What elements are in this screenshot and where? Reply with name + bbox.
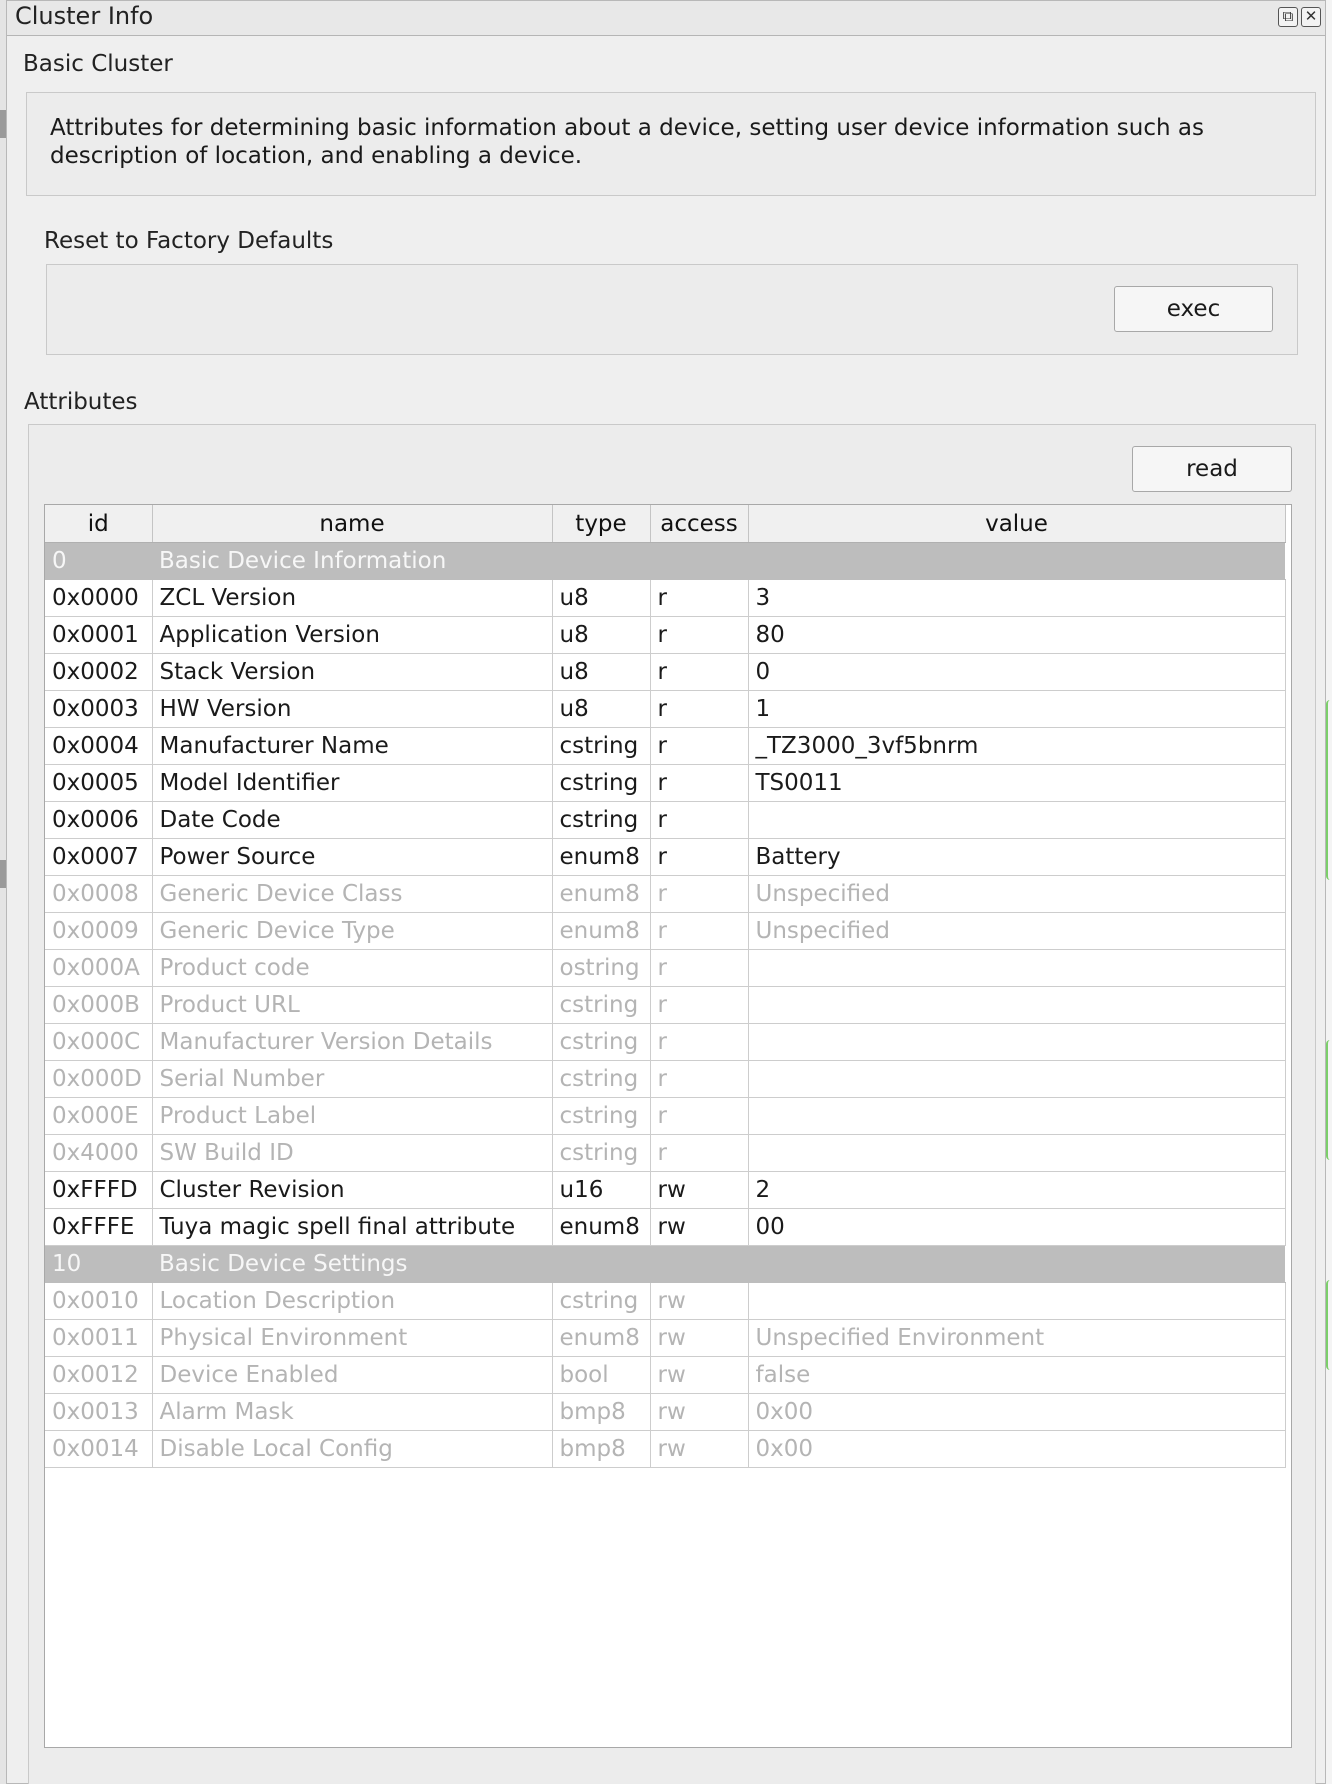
attribute-name-cell: Application Version: [152, 617, 552, 654]
node-canvas-link-line: [1326, 1040, 1332, 1160]
attribute-id-cell: 0x000D: [45, 1061, 152, 1098]
attribute-row[interactable]: [45, 1394, 1285, 1431]
attribute-row[interactable]: [45, 1061, 1285, 1098]
close-panel-icon[interactable]: ✕: [1301, 7, 1321, 27]
attribute-access-cell: rw: [650, 1357, 748, 1394]
attribute-name-cell: Product code: [152, 950, 552, 987]
attribute-value-cell[interactable]: 0x00: [748, 1431, 1285, 1468]
attribute-value-cell[interactable]: 00: [748, 1209, 1285, 1246]
attribute-name-cell: Physical Environment: [152, 1320, 552, 1357]
attribute-id-cell: 0x0001: [45, 617, 152, 654]
attribute-name-cell: SW Build ID: [152, 1135, 552, 1172]
attribute-row[interactable]: [45, 617, 1285, 654]
attribute-value-cell[interactable]: _TZ3000_3vf5bnrm: [748, 728, 1285, 765]
attribute-id-cell: 0x000B: [45, 987, 152, 1024]
attribute-row[interactable]: [45, 839, 1285, 876]
attribute-value-cell[interactable]: TS0011: [748, 765, 1285, 802]
attribute-id-cell: 0x0011: [45, 1320, 152, 1357]
attribute-access-cell: r: [650, 802, 748, 839]
attribute-id-cell: 0x0004: [45, 728, 152, 765]
attribute-row[interactable]: [45, 1320, 1285, 1357]
attribute-row[interactable]: [45, 1431, 1285, 1468]
attribute-access-cell: rw: [650, 1209, 748, 1246]
attribute-id-cell: 0x000A: [45, 950, 152, 987]
panel-titlebar[interactable]: [7, 1, 1325, 36]
attribute-access-cell: r: [650, 728, 748, 765]
attribute-type-cell: u16: [552, 1172, 650, 1209]
attribute-row[interactable]: [45, 1283, 1285, 1320]
attribute-access-cell: r: [650, 580, 748, 617]
attribute-name-cell: Cluster Revision: [152, 1172, 552, 1209]
attribute-row[interactable]: [45, 765, 1285, 802]
attribute-type-cell: u8: [552, 617, 650, 654]
attribute-type-cell: bmp8: [552, 1394, 650, 1431]
group-name-cell: Basic Device Information: [152, 543, 1285, 580]
attribute-row[interactable]: [45, 1135, 1285, 1172]
cluster-name: Basic Cluster: [23, 51, 173, 77]
attribute-name-cell: Model Identifier: [152, 765, 552, 802]
attribute-type-cell: u8: [552, 580, 650, 617]
group-name-cell: Basic Device Settings: [152, 1246, 1285, 1283]
attribute-value-cell[interactable]: [748, 950, 1285, 987]
attribute-name-cell: ZCL Version: [152, 580, 552, 617]
column-header-access[interactable]: access: [650, 505, 748, 543]
command-box: [46, 264, 1298, 355]
attribute-type-cell: cstring: [552, 765, 650, 802]
float-panel-icon[interactable]: ⧉: [1278, 7, 1298, 27]
attribute-name-cell: Power Source: [152, 839, 552, 876]
attribute-id-cell: 0x0000: [45, 580, 152, 617]
attribute-access-cell: r: [650, 1098, 748, 1135]
attribute-access-cell: r: [650, 1061, 748, 1098]
attribute-group-row: [45, 543, 1285, 580]
attribute-id-cell: 0x000C: [45, 1024, 152, 1061]
attribute-access-cell: rw: [650, 1283, 748, 1320]
attribute-name-cell: Serial Number: [152, 1061, 552, 1098]
panel-title: Cluster Info: [15, 2, 154, 30]
node-canvas-link-line: [1326, 700, 1332, 880]
attribute-name-cell: Location Description: [152, 1283, 552, 1320]
attribute-row[interactable]: [45, 913, 1285, 950]
attribute-access-cell: rw: [650, 1172, 748, 1209]
attribute-id-cell: 0xFFFE: [45, 1209, 152, 1246]
attribute-value-cell[interactable]: 3: [748, 580, 1285, 617]
attribute-type-cell: enum8: [552, 913, 650, 950]
attribute-type-cell: ostring: [552, 950, 650, 987]
attribute-access-cell: rw: [650, 1431, 748, 1468]
attribute-access-cell: rw: [650, 1394, 748, 1431]
group-id-cell: 0: [45, 543, 152, 580]
attribute-type-cell: bool: [552, 1357, 650, 1394]
attribute-value-cell[interactable]: [748, 1135, 1285, 1172]
group-id-cell: 10: [45, 1246, 152, 1283]
attribute-type-cell: enum8: [552, 1209, 650, 1246]
attribute-name-cell: Product URL: [152, 987, 552, 1024]
attribute-id-cell: 0x0010: [45, 1283, 152, 1320]
attribute-value-cell[interactable]: Unspecified Environment: [748, 1320, 1285, 1357]
attribute-row[interactable]: [45, 580, 1285, 617]
attribute-value-cell[interactable]: [748, 1098, 1285, 1135]
attribute-id-cell: 0x0002: [45, 654, 152, 691]
attribute-access-cell: r: [650, 876, 748, 913]
attribute-id-cell: 0x0008: [45, 876, 152, 913]
attribute-id-cell: 0x0007: [45, 839, 152, 876]
attribute-name-cell: Device Enabled: [152, 1357, 552, 1394]
attribute-name-cell: Generic Device Class: [152, 876, 552, 913]
attribute-access-cell: r: [650, 1024, 748, 1061]
attribute-name-cell: Disable Local Config: [152, 1431, 552, 1468]
attribute-row[interactable]: [45, 987, 1285, 1024]
attribute-value-cell[interactable]: [748, 802, 1285, 839]
attribute-row[interactable]: [45, 654, 1285, 691]
attribute-value-cell[interactable]: Unspecified: [748, 876, 1285, 913]
column-header-type[interactable]: type: [552, 505, 650, 543]
attribute-value-cell[interactable]: [748, 1024, 1285, 1061]
attribute-id-cell: 0x0005: [45, 765, 152, 802]
attribute-type-cell: cstring: [552, 1135, 650, 1172]
attribute-type-cell: cstring: [552, 728, 650, 765]
attribute-type-cell: cstring: [552, 987, 650, 1024]
attribute-access-cell: r: [650, 691, 748, 728]
attribute-name-cell: Manufacturer Version Details: [152, 1024, 552, 1061]
attribute-type-cell: cstring: [552, 1024, 650, 1061]
exec-button[interactable]: exec: [1114, 286, 1273, 332]
attribute-type-cell: cstring: [552, 1098, 650, 1135]
attribute-access-cell: r: [650, 765, 748, 802]
table-header-row: [45, 505, 1285, 543]
attribute-id-cell: 0x0012: [45, 1357, 152, 1394]
attribute-group-row: [45, 1246, 1285, 1283]
attribute-value-cell[interactable]: 1: [748, 691, 1285, 728]
attribute-type-cell: u8: [552, 691, 650, 728]
attribute-row[interactable]: [45, 802, 1285, 839]
attribute-name-cell: Product Label: [152, 1098, 552, 1135]
attribute-access-cell: r: [650, 913, 748, 950]
attribute-name-cell: Alarm Mask: [152, 1394, 552, 1431]
attribute-type-cell: enum8: [552, 839, 650, 876]
attribute-type-cell: enum8: [552, 1320, 650, 1357]
column-header-value[interactable]: value: [748, 505, 1285, 543]
attributes-title: Attributes: [24, 389, 138, 415]
attribute-type-cell: enum8: [552, 876, 650, 913]
attribute-id-cell: 0x0014: [45, 1431, 152, 1468]
attribute-value-cell[interactable]: 2: [748, 1172, 1285, 1209]
attribute-type-cell: u8: [552, 654, 650, 691]
attribute-access-cell: r: [650, 950, 748, 987]
attribute-value-cell[interactable]: 0x00: [748, 1394, 1285, 1431]
attribute-type-cell: bmp8: [552, 1431, 650, 1468]
attribute-value-cell[interactable]: [748, 987, 1285, 1024]
column-header-name[interactable]: name: [152, 505, 552, 543]
attribute-row[interactable]: [45, 1172, 1285, 1209]
attribute-name-cell: HW Version: [152, 691, 552, 728]
attributes-table[interactable]: [44, 504, 1292, 1748]
attribute-value-cell[interactable]: [748, 1283, 1285, 1320]
attribute-name-cell: Tuya magic spell final attribute: [152, 1209, 552, 1246]
attribute-row[interactable]: [45, 876, 1285, 913]
attribute-access-cell: r: [650, 654, 748, 691]
attribute-value-cell[interactable]: Battery: [748, 839, 1285, 876]
attribute-access-cell: r: [650, 1135, 748, 1172]
attribute-value-cell[interactable]: [748, 1061, 1285, 1098]
node-canvas-link-line: [1326, 1280, 1332, 1370]
attribute-row[interactable]: [45, 1209, 1285, 1246]
attribute-name-cell: Generic Device Type: [152, 913, 552, 950]
column-header-id[interactable]: id: [45, 505, 152, 543]
attribute-access-cell: r: [650, 987, 748, 1024]
attribute-id-cell: 0x0013: [45, 1394, 152, 1431]
attribute-id-cell: 0x0003: [45, 691, 152, 728]
attribute-id-cell: 0x4000: [45, 1135, 152, 1172]
attribute-row[interactable]: [45, 691, 1285, 728]
attribute-id-cell: 0x000E: [45, 1098, 152, 1135]
attribute-name-cell: Date Code: [152, 802, 552, 839]
attribute-row[interactable]: [45, 1357, 1285, 1394]
attribute-access-cell: rw: [650, 1320, 748, 1357]
command-title: Reset to Factory Defaults: [44, 228, 334, 254]
attribute-access-cell: r: [650, 839, 748, 876]
attribute-row[interactable]: [45, 1024, 1285, 1061]
attribute-id-cell: 0x0009: [45, 913, 152, 950]
attribute-access-cell: r: [650, 617, 748, 654]
attribute-type-cell: cstring: [552, 802, 650, 839]
attribute-type-cell: cstring: [552, 1061, 650, 1098]
attribute-value-cell[interactable]: 80: [748, 617, 1285, 654]
attribute-row[interactable]: [45, 1098, 1285, 1135]
attribute-type-cell: cstring: [552, 1283, 650, 1320]
attribute-value-cell[interactable]: false: [748, 1357, 1285, 1394]
attribute-value-cell[interactable]: 0: [748, 654, 1285, 691]
node-canvas-edge-right: [1326, 0, 1332, 1784]
cluster-description: Attributes for determining basic information about a device, setting user device information such as description of location, and enabling a device.: [50, 115, 1204, 169]
attribute-name-cell: Stack Version: [152, 654, 552, 691]
attribute-row[interactable]: [45, 728, 1285, 765]
attribute-id-cell: 0xFFFD: [45, 1172, 152, 1209]
attribute-id-cell: 0x0006: [45, 802, 152, 839]
attribute-row[interactable]: [45, 950, 1285, 987]
attribute-name-cell: Manufacturer Name: [152, 728, 552, 765]
read-button[interactable]: read: [1132, 446, 1292, 492]
attribute-value-cell[interactable]: Unspecified: [748, 913, 1285, 950]
